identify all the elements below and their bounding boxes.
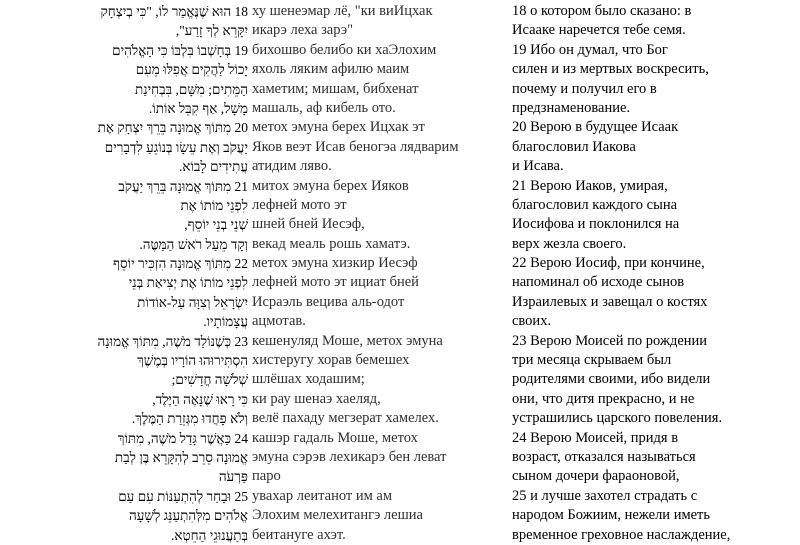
transliteration-line: хаметим; мишам, бибхенат — [252, 80, 419, 97]
hebrew-line: יָכוֹל לַהֲקִים אֲפִלּוּ מֵעִם — [135, 62, 248, 78]
russian-line: верх жезла своего. — [512, 235, 627, 252]
russian-line: возраст, отказался называться — [512, 448, 696, 465]
transliteration-line: эмуна сэрэв лехикарэ бен леват — [252, 448, 447, 465]
russian-line: 24 Верою Моисей, придя в — [512, 429, 679, 446]
hebrew-line: אֱמוּנָה סֵרֵב לְהִקָּרֵא בֶּן לְבַת — [114, 449, 248, 465]
russian-line: почему и получил его в — [512, 80, 657, 97]
russian-line: благословил Иакова — [512, 138, 636, 155]
hebrew-line: בְּתַעֲנוּגֵי הַחֵטְא. — [171, 527, 248, 543]
transliteration-line: ки рау шенаэ хаеляд, — [252, 390, 381, 407]
hebrew-line: הַמֵּתִים; מִשָּׁם, בִּבְחִינַת — [135, 81, 248, 97]
hebrew-line: שְׁלֹשָׁה חֳדָשִׁים; — [171, 372, 248, 388]
transliteration-line: митох эмуна берех Ияков — [252, 177, 409, 194]
hebrew-line: וְקָד מֵעַל רֹאשׁ הַמַּטֶּה. — [139, 236, 248, 252]
transliteration-line: Исраэль вецива аль-одот — [252, 293, 405, 310]
russian-line: Израилевых и завещал о костях — [512, 293, 708, 310]
hebrew-line: כִּי רָאוּ שֶׁנָּאֶה הַיֶּלֶד, — [152, 391, 248, 407]
russian-line: 25 и лучше захотел страдать с — [512, 487, 698, 504]
transliteration-column — [252, 2, 484, 545]
transliteration-line: атидим лявο. — [252, 158, 332, 175]
russian-line: Исааке наречется тебе семя. — [512, 22, 686, 39]
transliteration-line: паро — [252, 468, 281, 485]
transliteration-line: ацмотав. — [252, 313, 306, 330]
hebrew-line: לִפְנֵי מוֹתוֹ אֶת יְצִיאַת בְּנֵי — [128, 275, 248, 291]
transliteration-line: Яков веэт Исав беногэа лядварим — [252, 138, 459, 155]
hebrew-line: עֲתִידִים לָבוֹא. — [179, 159, 248, 175]
transliteration-line: хистеругу хорав бемешех — [252, 352, 410, 369]
transliteration-line: ху шенеэмар лё, "ки виИцхак — [252, 3, 433, 19]
transliteration-line: лефней мото эт — [252, 196, 347, 213]
transliteration-line: кашэр гадаль Моше, метох — [252, 429, 418, 446]
transliteration-line: яхоль ляким афилю маим — [252, 61, 410, 78]
transliteration-line: бихошво белибо ки хаЭлохим — [252, 41, 437, 58]
russian-line: устрашились царского повеления. — [512, 410, 723, 427]
hebrew-line: יַעֲקֹב וְאֶת עֵשָׂו בְּנוֹגֵעַ לִדְבָרִים — [104, 139, 248, 155]
transliteration-line: беитануге ахэт. — [252, 526, 346, 543]
transliteration-line: метох эмуна хизкир Иесэф — [252, 255, 418, 272]
russian-line: 23 Верою Моисей по рождении — [512, 332, 708, 349]
russian-line: они, что дитя прекрасно, и не — [512, 390, 695, 407]
hebrew-line: 22 מִתּוֹךְ אֱמוּנָה הִזְכִּיר יוֹסֵף — [113, 256, 248, 272]
russian-line: народом Божиим, нежели иметь — [512, 507, 711, 524]
hebrew-line: עֲצָמוֹתָיו. — [203, 314, 248, 330]
transliteration-line: шлёшах ходашим; — [252, 371, 365, 388]
transliteration-line: велё пахаду мегзерат хамелех. — [252, 410, 439, 427]
hebrew-line: 25 וּבָחַר לְהִתְעַנּוֹת עִם עַם — [118, 488, 248, 504]
hebrew-line: 20 מִתּוֹךְ אֱמוּנָה בֵּרֵךְ יִצְחָק אֶת — [97, 120, 248, 136]
hebrew-line: 23 כְּשֶׁנּוֹלַד מֹשֶׁה, מִתּוֹךְ אֱמוּנָה — [97, 333, 248, 349]
russian-line: силен и из мертвых воскресить, — [512, 61, 709, 78]
russian-line: 19 Ибо он думал, что Бог — [512, 41, 668, 58]
hebrew-line: יִקָּרֵא לְךָ זָרַע", — [175, 23, 248, 39]
hebrew-line: שְׁנֵי בְנֵי יוֹסֵף, — [184, 217, 248, 233]
russian-line: Иосифова и поклонился на — [512, 216, 680, 233]
transliteration-line: машаль, аф кибель ото. — [252, 99, 396, 116]
transliteration-line: векад меаль рошь хаматэ. — [252, 235, 411, 252]
transliteration-line: Элохим мелехитангэ лешиа — [252, 507, 423, 524]
russian-line: благословил каждого сына — [512, 196, 678, 213]
hebrew-line: 21 מִתּוֹךְ אֱמוּנָה בֵּרֵךְ יַעֲקֹב — [118, 178, 248, 194]
russian-line: 22 Верою Иосиф, при кончине, — [512, 255, 705, 272]
hebrew-line: הִסְתִּירוּהוּ הוֹרָיו בְּמֶשֶׁךְ — [137, 353, 248, 369]
hebrew-line: מָשָׁל, אַף קִבֵּל אוֹתוֹ. — [148, 100, 248, 116]
russian-line: сыном дочери фараоновой, — [512, 468, 680, 485]
transliteration-line: метох эмуна берех Ицхак эт — [252, 119, 425, 136]
russian-line: родителями своими, ибо видели — [512, 371, 711, 388]
russian-line: напоминал об исходе сынов — [512, 274, 685, 291]
hebrew-line: יִשְׂרָאֵל וְצִוָּה עַל-אוֹדוֹת — [137, 294, 248, 310]
hebrew-line: 24 כַּאֲשֶׁר גָּדַל מֹשֶׁה, מִתּוֹךְ — [117, 430, 248, 446]
russian-line: своих. — [512, 313, 552, 330]
russian-line: 18 о котором было сказано: в — [512, 3, 692, 19]
russian-column — [512, 2, 798, 545]
hebrew-line: 18 הוּא שֶׁנֶּאֱמַר לוֹ, "כִּי בְיִצְחָק — [100, 4, 248, 19]
transliteration-line: кешенуляд Моше, метох эмуна — [252, 332, 443, 349]
russian-line: предзнаменование. — [512, 99, 631, 116]
hebrew-line: וְלֹא פָחֲדוּ מִגְּזֵרַת הַמֶּלֶךְ. — [131, 411, 248, 427]
russian-line: три месяца скрываем был — [512, 352, 672, 369]
hebrew-column — [90, 2, 248, 545]
russian-line: и Исава. — [512, 158, 564, 175]
transliteration-line: лефней мото эт ициат бней — [252, 274, 419, 291]
russian-line: временное греховное наслаждение, — [512, 526, 731, 543]
hebrew-line: 19 בְּחָשְׁבוֹ בִּלְבּוֹ כִּי הָאֱלֹהִים — [112, 42, 248, 58]
russian-line: 21 Верою Иаков, умирая, — [512, 177, 668, 194]
hebrew-line: לִפְנֵי מוֹתוֹ אֶת — [180, 197, 248, 213]
transliteration-line: икарэ леха зарэ" — [252, 22, 353, 39]
transliteration-line: увахар леитанот им ам — [252, 487, 393, 504]
hebrew-line: פַּרְעֹה — [218, 469, 248, 485]
russian-line: 20 Верою в будущее Исаак — [512, 119, 679, 136]
transliteration-line: шней бней Иесэф, — [252, 216, 365, 233]
hebrew-line: אֱלֹהִים מִלְּהִתְעַנֵּג לְשָׁעָה — [129, 508, 248, 524]
